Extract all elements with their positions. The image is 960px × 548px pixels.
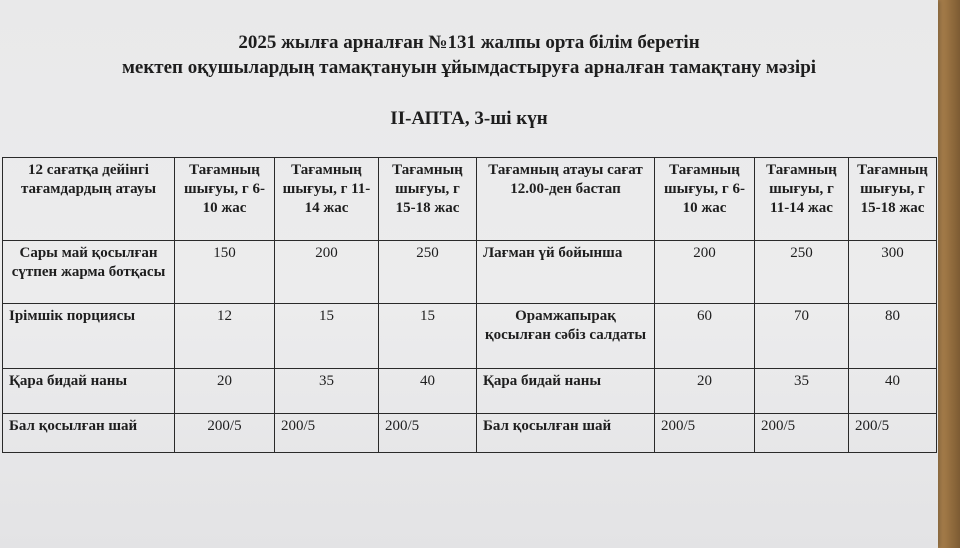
dish-name: Бал қосылған шай [477, 414, 655, 453]
yield-value: 15 [379, 304, 477, 369]
yield-value: 150 [175, 241, 275, 304]
yield-value: 200/5 [275, 414, 379, 453]
week-day-subtitle: ІІ-АПТА, 3-ші күн [390, 108, 548, 129]
dish-name: Қара бидай наны [3, 369, 175, 414]
yield-value: 40 [379, 369, 477, 414]
yield-value: 80 [849, 304, 937, 369]
yield-value: 35 [755, 369, 849, 414]
table-row [3, 414, 937, 453]
yield-value: 300 [849, 241, 937, 304]
header-morning-dish-name: 12 сағатқа дейінгі тағамдардың атауы [3, 158, 175, 241]
header-yield-15-18: Тағамның шығуы, г 15-18 жас [849, 158, 937, 241]
yield-value: 35 [275, 369, 379, 414]
yield-value: 70 [755, 304, 849, 369]
header-afternoon-dish-name: Тағамның атауы сағат 12.00-ден бастап [477, 158, 655, 241]
yield-value: 250 [755, 241, 849, 304]
dish-name: Қара бидай наны [477, 369, 655, 414]
dish-name: Лағман үй бойынша [477, 241, 655, 304]
yield-value: 200 [655, 241, 755, 304]
header-yield-15-18: Тағамның шығуы, г 15-18 жас [379, 158, 477, 241]
yield-value: 12 [175, 304, 275, 369]
dish-name: Ірімшік порциясы [3, 304, 175, 369]
dish-name: Сары май қосылған сүтпен жарма ботқасы [3, 241, 175, 304]
table-row [3, 369, 937, 414]
document-title [0, 30, 938, 80]
menu-table [2, 157, 937, 453]
dish-name: Бал қосылған шай [3, 414, 175, 453]
yield-value: 200/5 [379, 414, 477, 453]
yield-value: 200/5 [755, 414, 849, 453]
yield-value: 20 [655, 369, 755, 414]
dish-name: Орамжапырақ қосылған сәбіз салдаты [477, 304, 655, 369]
yield-value: 200/5 [175, 414, 275, 453]
yield-value: 20 [175, 369, 275, 414]
yield-value: 250 [379, 241, 477, 304]
title-line-1: 2025 жылға арналған №131 жалпы орта білім беретін [238, 32, 700, 53]
yield-value: 200/5 [849, 414, 937, 453]
header-yield-6-10: Тағамның шығуы, г 6-10 жас [655, 158, 755, 241]
title-line-2: мектеп оқушылардың тамақтануын ұйымдастыруға арналған тамақтану мәзірі [121, 57, 817, 78]
table-row [3, 304, 937, 369]
yield-value: 15 [275, 304, 379, 369]
yield-value: 200/5 [655, 414, 755, 453]
yield-value: 200 [275, 241, 379, 304]
header-yield-6-10: Тағамның шығуы, г 6-10 жас [175, 158, 275, 241]
header-yield-11-14: Тағамның шығуы, г 11-14 жас [755, 158, 849, 241]
yield-value: 60 [655, 304, 755, 369]
header-yield-11-14: Тағамның шығуы, г 11-14 жас [275, 158, 379, 241]
table-header-row [3, 158, 937, 241]
yield-value: 40 [849, 369, 937, 414]
table-row [3, 241, 937, 304]
